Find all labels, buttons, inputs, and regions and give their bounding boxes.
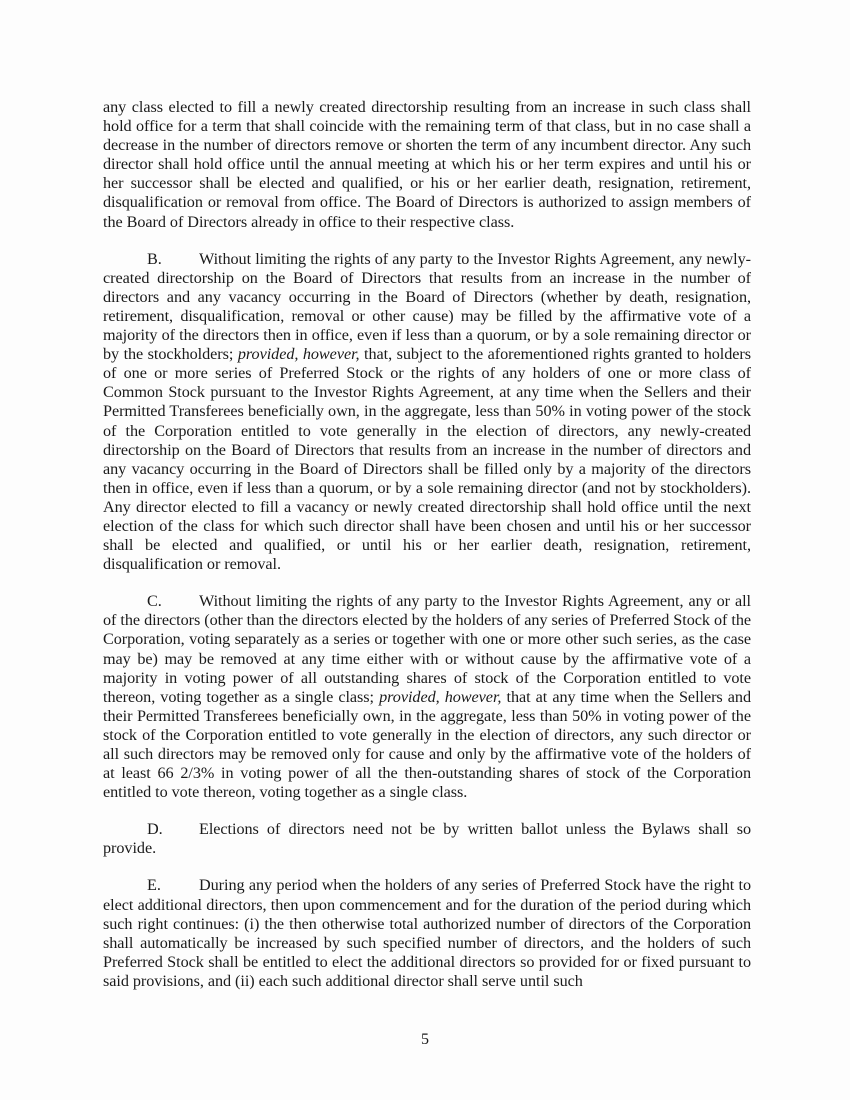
paragraph-label: C. [147,592,162,611]
paragraph-emphasis: provided, however, [237,345,360,364]
paragraph-e [103,876,751,991]
paragraph-text: that, subject to the aforementioned rights granted to holders of one or more series of Preferred Stock or the rights of any holders of one or more class of Common Stock pursuant to the Investor Rights Agreement, at any time when the Sellers and their Permitted Transferees beneficially own, in the aggregate, less than 50% in voting power of the stock of the Corporation entitled to vote generally in the election of directors, any newly-created directorship on the Board of Directors that results from an increase in the number of directors and any vacancy occurring in the Board of Directors shall be filled only by a majority of the directors then in office, even if less than a quorum, or by a sole remaining director (and not by stockholders). Any director elected to fill a vacancy or newly created directorship shall hold office until the next election of the class for which such director shall have been chosen and until his or her successor shall be elected and qualified, or until his or her earlier death, resignation, retirement, disqualification or removal. [103,345,751,574]
page-number: 5 [421,1031,429,1048]
paragraph-text: Elections of directors need not be by written ballot unless the Bylaws shall so provide. [103,820,751,858]
paragraph-text: Without limiting the rights of any party to the Investor Rights Agreement, any newly-created directorship on the Board of Directors that results from an increase in the number of directors and any vacancy occurring in the Board of Directors (whether by death, resignation, retirement, disqualification, removal or other cause) may be filled by the affirmative vote of a majority of the directors then in office, even if less than a quorum, or by a sole remaining director or by the stockholders; [103,249,751,364]
paragraph-label: D. [147,820,163,839]
paragraph-continuation: any class elected to fill a newly created directorship resulting from an increase in such class shall hold office for a term that shall coincide with the remaining term of that class, but in no case shall a decrease in the number of directors remove or shorten the term of any incumbent director. Any such director shall hold office until the annual meeting at which his or her term expires and until his or her successor shall be elected and qualified, or his or her earlier death, resignation, retirement, disqualification or removal from office. The Board of Directors is authorized to assign members of the Board of Directors already in office to their respective class. [103,98,751,231]
paragraph-emphasis: provided, however, [379,687,502,706]
paragraph-c [103,592,751,802]
paragraph-text: During any period when the holders of any series of Preferred Stock have the right to elect additional directors, then upon commencement and for the duration of the period during which such right continues: (i) the then otherwise total authorized number of directors of the Corporation shall automatically be increased by such specified number of directors, and the holders of such Preferred Stock shall be entitled to elect the additional directors so provided for or fixed pursuant to said provisions, and (ii) each such additional director shall serve until such [103,876,751,990]
paragraph-text: Without limiting the rights of any party to the Investor Rights Agreement, any or all of the directors (other than the directors elected by the holders of any series of Preferred Stock of the Corporation, voting separately as a series or together with one or more other such series, as the case may be) may be removed at any time either with or without cause by the affirmative vote of a majority in voting power of all outstanding shares of stock of the Corporation entitled to vote thereon, voting together as a single class; [103,592,751,706]
paragraph-b [103,250,751,575]
paragraph-label: B. [147,249,162,268]
paragraph-text: that at any time when the Sellers and their Permitted Transferees beneficially own, in the aggregate, less than 50% in voting power of the stock of the Corporation entitled to vote generally in the election of directors, any such director or all such directors may be removed only for cause and only by the affirmative vote of the holders of at least 66 2/3% in voting power of all the then-outstanding shares of stock of the Corporation entitled to vote thereon, voting together as a single class. [103,687,751,802]
paragraph-label: E. [147,876,161,895]
document-body [103,98,751,1009]
paragraph-d [103,820,751,858]
